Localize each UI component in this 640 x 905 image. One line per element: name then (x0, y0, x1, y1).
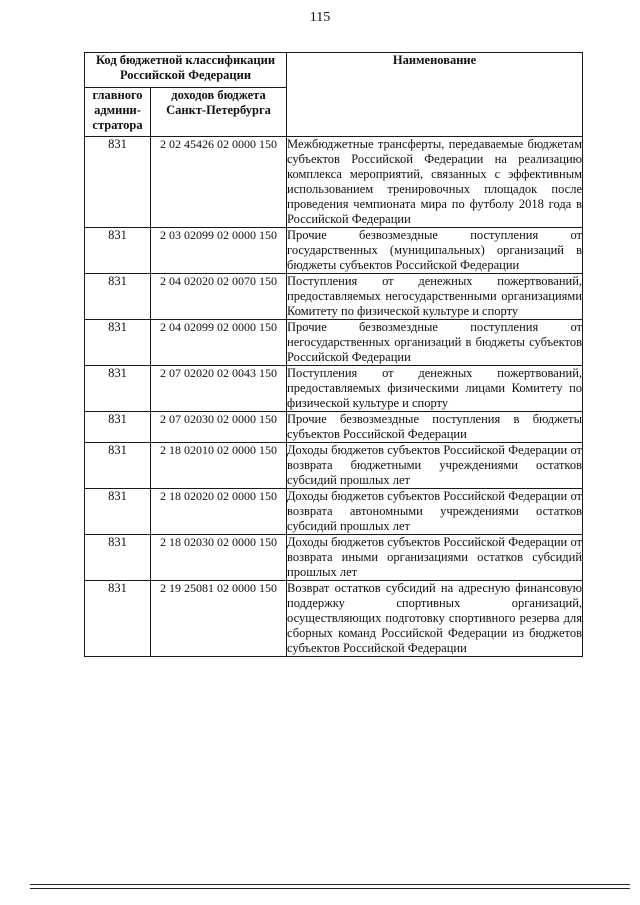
table-row (85, 489, 583, 535)
income-name-cell: Прочие безвозмездные поступления от негосударственных организаций в бюджеты субъектов Российской Федерации (287, 320, 583, 364)
admin-code-cell: 831 (85, 320, 151, 366)
table-header (85, 53, 583, 137)
income-name-cell: Возврат остатков субсидий на адресную финансовую поддержку спортивных организаций, осуществляющих подготовку спортивного резерва для сборных команд Российской Федерации из бюджетов субъектов Российской Федерации (287, 581, 583, 655)
income-code-cell: 2 04 02099 02 0000 150 (151, 320, 287, 366)
table-row (85, 412, 583, 443)
income-code-cell: 2 18 02020 02 0000 150 (151, 489, 287, 535)
admin-code-cell: 831 (85, 274, 151, 320)
admin-code-cell: 831 (85, 137, 151, 228)
income-code-cell: 2 19 25081 02 0000 150 (151, 581, 287, 657)
admin-code-cell: 831 (85, 366, 151, 412)
admin-code-cell: 831 (85, 535, 151, 581)
table-row (85, 535, 583, 581)
income-name-cell: Поступления от денежных пожертвований, предоставляемых физическими лицами Комитету по физической культуре и спорту (287, 366, 583, 410)
admin-code-cell: 831 (85, 489, 151, 535)
page-number: 115 (309, 10, 331, 25)
income-code-cell: 2 18 02030 02 0000 150 (151, 535, 287, 581)
income-name-cell: Межбюджетные трансферты, передаваемые бюджетам субъектов Российской Федерации на реализацию комплекса мероприятий, связанных с эффективным использованием тренировочных площадок после проведения чемпионата мира по футболу 2018 года в Российской Федерации (287, 137, 583, 226)
table-body (85, 137, 583, 657)
table-row (85, 443, 583, 489)
budget-classification-table (84, 52, 583, 657)
admin-code-cell: 831 (85, 443, 151, 489)
income-name-cell: Поступления от денежных пожертвований, предоставляемых негосударственными организациями Комитету по физической культуре и спорту (287, 274, 583, 318)
table-row (85, 366, 583, 412)
table-row (85, 581, 583, 657)
table-row (85, 228, 583, 274)
income-code-cell: 2 18 02010 02 0000 150 (151, 443, 287, 489)
footer-rule-top (30, 884, 630, 885)
table-row (85, 137, 583, 228)
income-name-cell: Прочие безвозмездные поступления от государственных (муниципальных) организаций в бюджеты субъектов Российской Федерации (287, 228, 583, 272)
income-code-cell: 2 07 02020 02 0043 150 (151, 366, 287, 412)
income-column-header: доходов бюджета Санкт-Петербурга (151, 88, 287, 137)
name-column-header: Наименование (287, 53, 583, 137)
footer-rule-bottom (30, 888, 630, 889)
income-code-cell: 2 04 02020 02 0070 150 (151, 274, 287, 320)
income-name-cell: Доходы бюджетов субъектов Российской Федерации от возврата автономными учреждениями остатков субсидий прошлых лет (287, 489, 583, 533)
income-name-cell: Прочие безвозмездные поступления в бюджеты субъектов Российской Федерации (287, 412, 583, 441)
admin-column-header: главного админи-стратора (85, 88, 151, 137)
income-name-cell: Доходы бюджетов субъектов Российской Федерации от возврата бюджетными учреждениями остатков субсидий прошлых лет (287, 443, 583, 487)
income-name-cell: Доходы бюджетов субъектов Российской Федерации от возврата иными организациями остатков субсидий прошлых лет (287, 535, 583, 579)
admin-code-cell: 831 (85, 228, 151, 274)
income-code-cell: 2 07 02030 02 0000 150 (151, 412, 287, 443)
admin-code-cell: 831 (85, 412, 151, 443)
table-row (85, 320, 583, 366)
income-code-cell: 2 03 02099 02 0000 150 (151, 228, 287, 274)
table-row (85, 274, 583, 320)
admin-code-cell: 831 (85, 581, 151, 657)
income-code-cell: 2 02 45426 02 0000 150 (151, 137, 287, 228)
classification-code-header: Код бюджетной классификации Российской Федерации (85, 53, 287, 88)
